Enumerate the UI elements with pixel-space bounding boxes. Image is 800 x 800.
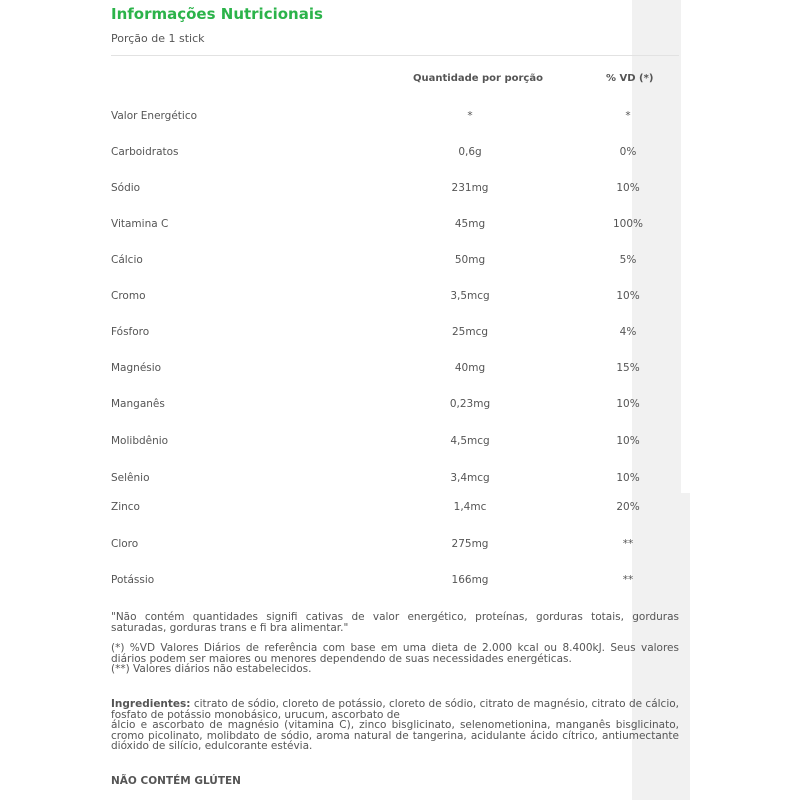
table-row: [0, 435, 800, 451]
nutrient-quantity: *: [467, 110, 473, 122]
ingredients-text-2: álcio e ascorbato de magnésio (vitamina C), zinco bisglicinato, selenometionina, manganês bisglicinato, cromo picolinato, molibdato de sódio, aroma natural de tangerina, acidulante ácido cítrico, antiumectante dióxido de silício, edulcorante estévia.: [111, 719, 679, 752]
nutrient-name: Magnésio: [111, 362, 162, 374]
nutrient-name: Valor Energético: [111, 110, 198, 122]
gluten-free-statement: NÃO CONTÉM GLÚTEN: [111, 775, 241, 787]
nutrient-vd: 10%: [616, 435, 640, 447]
nutrient-quantity: 3,4mcg: [450, 472, 490, 484]
nutrient-quantity: 4,5mcg: [450, 435, 490, 447]
table-row: [0, 538, 800, 554]
nutrient-vd: *: [625, 110, 631, 122]
nutrient-vd: 5%: [619, 254, 637, 266]
nutrient-quantity: 3,5mcg: [450, 290, 490, 302]
nutrient-quantity: 40mg: [454, 362, 486, 374]
nutrient-name: Manganês: [111, 398, 165, 410]
note-not-significant: "Não contém quantidades signifi cativas de valor energético, proteínas, gorduras totais, gorduras saturadas, gorduras trans e fi bra alimentar.": [111, 611, 679, 634]
table-row: [0, 501, 800, 517]
column-header-vd: % VD (*): [606, 73, 654, 84]
table-row: [0, 362, 800, 378]
nutrient-vd: 20%: [616, 501, 640, 513]
nutrient-quantity: 0,23mg: [449, 398, 491, 410]
nutrient-name: Sódio: [111, 182, 141, 194]
nutrient-name: Fósforo: [111, 326, 150, 338]
nutrient-quantity: 275mg: [451, 538, 489, 550]
table-row: [0, 110, 800, 126]
nutrient-vd: 4%: [619, 326, 637, 338]
table-row: [0, 254, 800, 270]
nutrient-quantity: 1,4mc: [453, 501, 487, 513]
page-title: Informações Nutricionais: [111, 5, 323, 23]
table-row: [0, 290, 800, 306]
nutrient-vd: **: [622, 538, 634, 550]
nutrient-vd: 10%: [616, 290, 640, 302]
nutrient-name: Cromo: [111, 290, 146, 302]
column-header-quantity: Quantidade por porção: [413, 73, 543, 84]
nutrient-name: Carboidratos: [111, 146, 179, 158]
nutrient-name: Potássio: [111, 574, 155, 586]
nutrient-vd: 100%: [612, 218, 644, 230]
table-row: [0, 472, 800, 488]
nutrient-vd: 10%: [616, 182, 640, 194]
table-row: [0, 146, 800, 162]
note-not-established: (**) Valores diários não estabelecidos.: [111, 663, 312, 675]
nutrient-quantity: 0,6g: [458, 146, 482, 158]
nutrient-name: Selênio: [111, 472, 150, 484]
nutrient-quantity: 231mg: [451, 182, 489, 194]
table-row: [0, 182, 800, 198]
nutrient-name: Molibdênio: [111, 435, 169, 447]
header-divider: [111, 55, 679, 56]
note-vd-reference: (*) %VD Valores Diários de referência com base em uma dieta de 2.000 kcal ou 8.400kJ. Seus valores diários podem ser maiores ou menores dependendo de suas necessidades energéticas.: [111, 642, 679, 665]
nutrient-quantity: 25mcg: [451, 326, 489, 338]
ingredients-text-1: citrato de sódio, cloreto de potássio, cloreto de sódio, citrato de magnésio, citrato de cálcio, fosfato de potássio monobásico, urucum, ascorbato de: [111, 698, 679, 721]
portion-size: Porção de 1 stick: [111, 32, 205, 45]
nutrient-name: Cloro: [111, 538, 139, 550]
table-row: [0, 326, 800, 342]
nutrient-name: Zinco: [111, 501, 140, 513]
nutrient-name: Cálcio: [111, 254, 143, 266]
table-row: [0, 398, 800, 414]
nutrient-quantity: 45mg: [454, 218, 486, 230]
nutrient-vd: 10%: [616, 398, 640, 410]
table-row: [0, 574, 800, 590]
nutrient-quantity: 166mg: [451, 574, 489, 586]
nutrient-vd: 0%: [619, 146, 637, 158]
table-row: [0, 218, 800, 234]
nutrient-vd: 15%: [616, 362, 640, 374]
nutrient-vd: **: [622, 574, 634, 586]
nutrient-vd: 10%: [616, 472, 640, 484]
nutrient-name: Vitamina C: [111, 218, 169, 230]
ingredients-label: Ingredientes:: [111, 698, 191, 710]
nutrient-quantity: 50mg: [454, 254, 486, 266]
ingredients-block: [111, 699, 679, 752]
